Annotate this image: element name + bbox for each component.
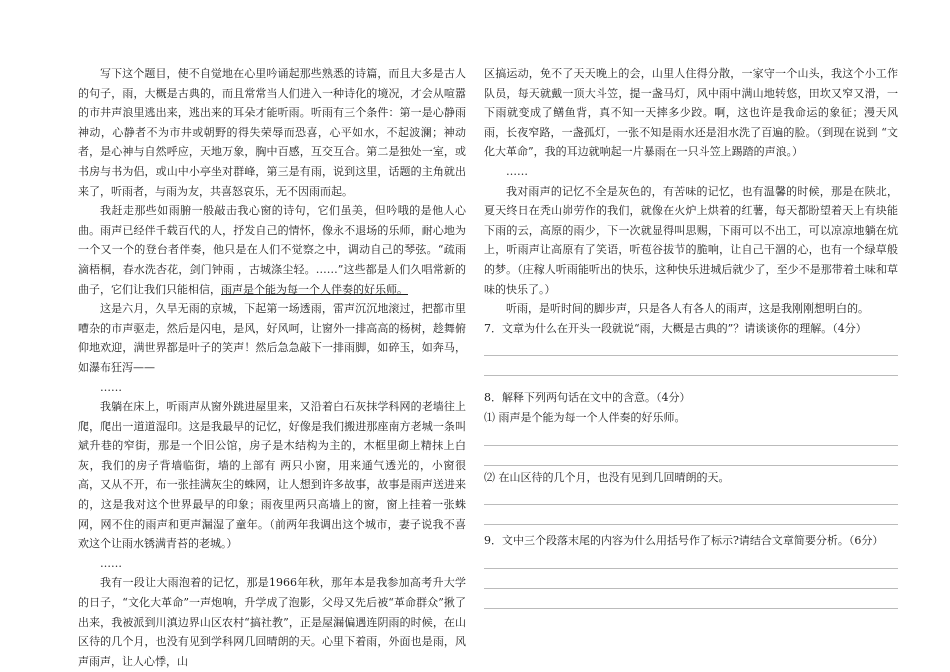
answer-line[interactable] bbox=[484, 591, 898, 609]
answer-line[interactable] bbox=[484, 448, 898, 466]
answer-line[interactable] bbox=[484, 507, 898, 525]
question-7: 7．文章为什么在开头一段就说“雨，大概是古典的”？请谈谈你的理解。（4分） bbox=[484, 321, 867, 335]
ellipsis-2: …… bbox=[100, 556, 122, 570]
underlined-sentence: 雨声是个能为每一个人伴奏的好乐师。 bbox=[221, 282, 408, 296]
paragraph-5: 我有一段让大雨泡着的记忆，那是1966年秋，那年本是我参加高考升大学的日子，“文化大革命”一声炮响，升学成了泡影，父母又先后被“革命群众”揪了出来，我被派到川滇边界山区农村“搞社教”，正是屋漏偏遇连阴雨的时候，在山区待的几个月，也没有见到学科网几回晴朗的天。心里下着雨，外面也是雨，风声雨声，让人心悸，山 bbox=[78, 576, 466, 668]
left-column bbox=[78, 64, 466, 671]
answer-line[interactable] bbox=[484, 358, 898, 376]
answer-line[interactable] bbox=[484, 551, 898, 569]
paragraph-3: 这是六月，久旱无雨的京城，下起第一场透雨，雷声沉沉地滚过，把都市里嘈杂的市声驱走，然后是闪电，是风，好风呵，让窗外一排高高的杨树，趁舞俯仰地欢迎，满世界都是叶子的笑声！然后急急敲下一排雨脚，如碎玉，如奔马，如瀑布狂泻—— bbox=[78, 302, 466, 374]
answer-line[interactable] bbox=[484, 338, 898, 356]
paragraph-1: 写下这个题目，使不自觉地在心里吟诵起那些熟悉的诗篇，而且大多是古人的句子，雨，大概是古典的，而且常常当人们进入一种诗化的境况，才会从喧嚣的市井声浪里逃出来，逃出来的耳朵才能听雨。听雨有三个条件：第一是心静雨神动，心静者不为市井或朝野的得失荣辱而恐喜，心平如水，不起波澜；神动者，是心神与自然呼应，天地万象，胸中百感，互交互合。第二是独处一室，或书房与书为侣，或山中小亭坐对群峰，第三是有雨，说到这里，话题的主角就出来了，听雨者，与雨为友，共喜怒哀乐，无不因雨而起。 bbox=[78, 67, 466, 198]
paragraph-4: 我躺在床上，听雨声从窗外跳进屋里来，又沿着白石灰抹学科网的老墙往上爬，爬出一道道湿印。这是我最早的记忆，好像是我们搬进那座南方老城一条叫斌升巷的窄街，那是一个旧公馆，房子是木结构为主的，木框里砌上精抹上白灰，我们的房子背墙临街，墙的上部有 两只小窗，用来通气透光的，小窗很高，又从不开，布一张挂满灰尘的蛛网，让人想到许多故事，故事是雨声送进来的，这是我对这个世界最早的印象；雨夜里两只高墙上的窗，窗上挂着一张蛛网，网不住的雨声和更声漏湿了童年。（前两年我调出这个城市，妻子说我不喜欢这个让雨水锈满青苔的老城。） bbox=[78, 400, 466, 551]
right-column bbox=[484, 64, 898, 611]
question-8: 8．解释下列两句话在文中的含意。（4分） bbox=[484, 391, 691, 405]
answer-line[interactable] bbox=[484, 487, 898, 505]
question-8-item-1: ⑴ 雨声是个能为每一个人伴奏的好乐师。 bbox=[484, 410, 686, 424]
paragraph-7: 听雨，是听时间的脚步声，只是各人有各人的雨声，这是我刚刚想明白的。 bbox=[506, 302, 869, 316]
answer-line[interactable] bbox=[484, 428, 898, 446]
paragraph-2 bbox=[78, 201, 466, 299]
paragraph-6: 我对雨声的记忆不全是灰色的，有苦味的记忆，也有温馨的时候，那是在陕北，夏天终日在秃山峁劳作的我们，就像在火炉上烘着的红薯，每天都盼望着天上有块能下雨的云，高原的雨少，下一次就显得叫思赐，下雨可以不出工，可以凉凉地躺在炕上，听雨声让高原有了笑语，听苞谷拔节的脆响，让自己干涸的心，也有一个绿草般的梦。（庄稼人听雨能听出的快乐，这种快乐进城后就少了，至少不是那带着土味和草味的快乐了。） bbox=[484, 184, 898, 296]
ellipsis-3: …… bbox=[506, 164, 528, 178]
question-9: 9．文中三个段落末尾的内容为什么用括号作了标示?请结合文章简要分析。（6分） bbox=[484, 534, 884, 548]
question-8-item-2: ⑵ 在山区待的几个月，也没有见到几回晴朗的天。 bbox=[484, 470, 730, 484]
answer-line[interactable] bbox=[484, 571, 898, 589]
paragraph-5-continued: 区搞运动，免不了天天晚上的会，山里人住得分散，一家守一个山头，我这个小工作队员，每天就戴一顶大斗笠，提一盏马灯，风中雨中满山地转悠，田坎又窄又滑，一下雨就变成了鳝鱼背，真不知一天摔多少跤。啊，这也许是我命运的象征；漫天风雨，长夜窄路，一盏孤灯，一张不知是雨水还是泪水洗了百遍的脸。（到现在说到 “文化大革命”，我的耳边就响起一片暴雨在一只斗笠上踢踏的声浪。） bbox=[484, 67, 898, 159]
paragraph-2-text: 我赶走那些如雨腑一般敲击我心窗的诗句，它们虽美，但吟哦的是他人心曲。雨声已经伴千载百代的人，抒发自己的情怀，像永不退场的乐师，耐心地为一个又一个的登台者伴奏，他只是在人们不觉察之中，调动自己的琴弦。“疏雨滴梧桐，春水洗杏花，剑门钟雨 ，古城涤尘轻。……”这些都是人们久唱常新的曲子，它们让我们只能相信， bbox=[78, 204, 466, 296]
ellipsis-1: …… bbox=[100, 380, 122, 394]
